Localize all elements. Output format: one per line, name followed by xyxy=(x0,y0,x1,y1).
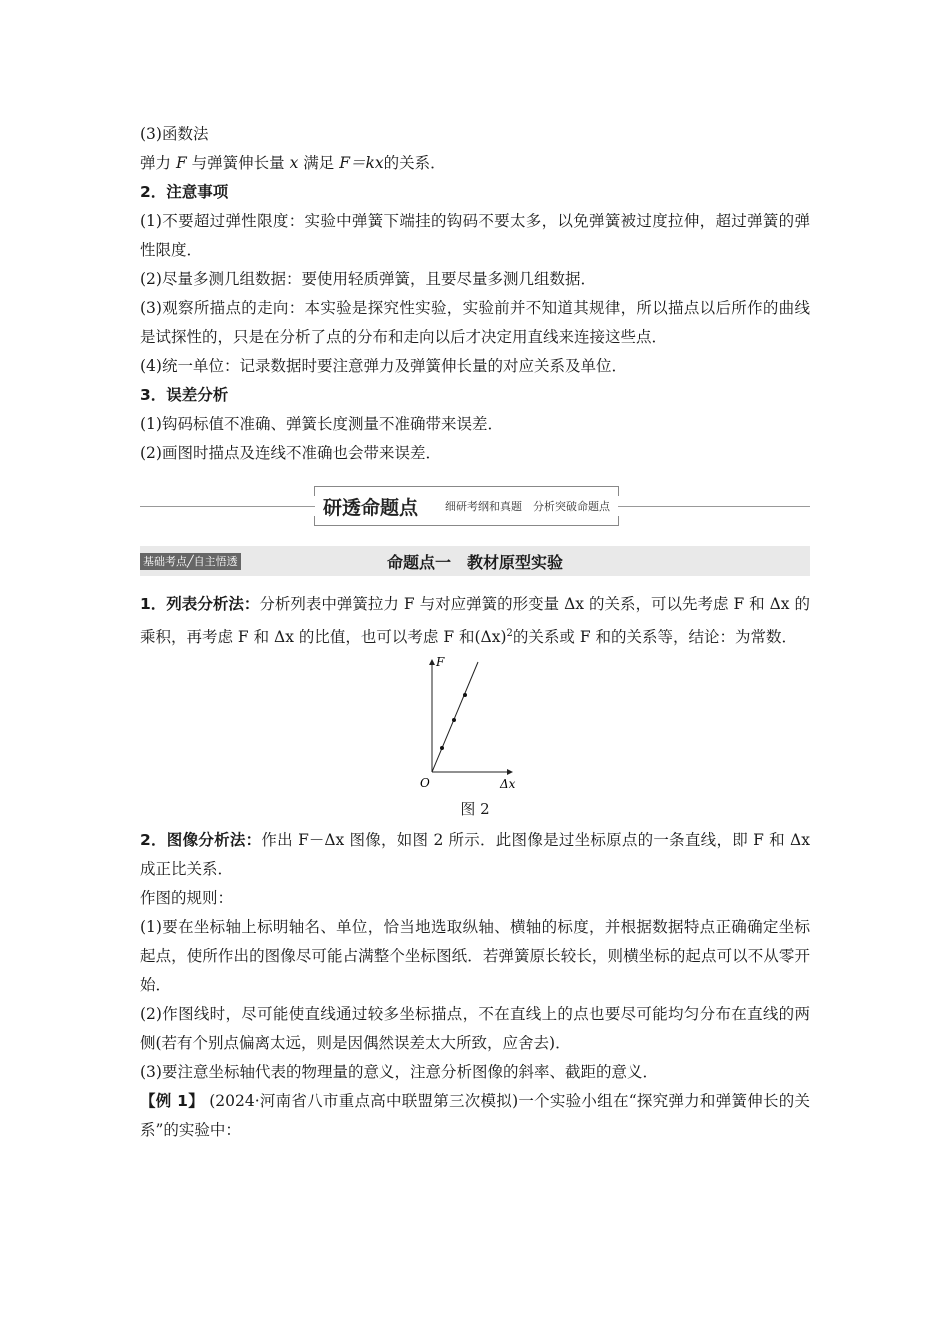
origin-label: O xyxy=(420,776,430,791)
errors-heading: 3．误差分析 xyxy=(140,386,229,404)
rules-item-1: (1)要在坐标轴上标明轴名、单位，恰当地选取纵轴、横轴的标度，并根据数据特点正确确定坐标起点，使所作出的图像尽可能占满整个坐标图纸．若弹簧原长较长，则横坐标的起点可以不从零开始． xyxy=(140,918,810,995)
banner-title: 研透命题点 xyxy=(323,497,419,519)
banner-subtitle: 细研考纲和真题 分析突破命题点 xyxy=(445,500,610,513)
rules-heading: 作图的规则： xyxy=(140,889,234,908)
rules-item-3: (3)要注意坐标轴代表的物理量的意义，注意分析图像的斜率、截距的意义． xyxy=(140,1063,658,1082)
errors-item-1: (1)钩码标值不准确、弹簧长度测量不准确带来误差． xyxy=(140,415,503,433)
notes-item-2: (2)尽量多测几组数据：要使用轻质弹簧，且要尽量多测几组数据． xyxy=(140,270,596,288)
topic-bar xyxy=(140,546,810,576)
method-3-heading: (3)函数法 xyxy=(140,125,209,143)
example-1: 【例 1】 (2024·河南省八市重点高中联盟第三次模拟)一个实验小组在“探究弹力和弹簧伸长的关系”的实验中： xyxy=(140,1092,810,1140)
notes-heading: 2．注意事项 xyxy=(140,183,229,201)
notes-item-4: (4)统一单位：记录数据时要注意弹力及弹簧伸长量的对应关系及单位． xyxy=(140,357,627,375)
method-graph-analysis: 2．图像分析法：作出 F－Δx 图像，如图 2 所示．此图像是过坐标原点的一条直线，即 F 和 Δx 成正比关系． xyxy=(140,831,810,879)
y-axis-label: F xyxy=(436,656,445,670)
data-point xyxy=(440,746,444,750)
method-3-text: 弹力 F 与弹簧伸长量 x 满足 F＝kx的关系． xyxy=(140,154,446,172)
data-point xyxy=(463,693,467,697)
banner-box xyxy=(315,486,618,526)
x-axis-label: Δx xyxy=(500,777,516,792)
topic-tag: 基础考点╱自主悟透 xyxy=(140,553,241,570)
notes-item-1: (1)不要超过弹性限度：实验中弹簧下端挂的钩码不要太多，以免弹簧被过度拉伸，超过弹簧的弹性限度． xyxy=(140,212,810,259)
data-point xyxy=(452,718,456,722)
page-content xyxy=(140,120,810,1145)
rules-item-2: (2)作图线时，尽可能使直线通过较多坐标描点，不在直线上的点也要尽可能均匀分布在直线的两侧(若有个别点偏离太远，则是因偶然误差太大所致，应舍去)． xyxy=(140,1005,810,1053)
errors-item-2: (2)画图时描点及连线不准确也会带来误差． xyxy=(140,444,441,462)
fit-line xyxy=(432,662,478,772)
method-table-analysis: 1．列表分析法：分析列表中弹簧拉力 F 与对应弹簧的形变量 Δx 的关系，可以先考虑 F 和 Δx 的乘积，再考虑 F 和 Δx 的比值，也可以考虑 F 和$(\Delta x)^2$的关系或 F 和的关系等，结论：为常数． xyxy=(140,595,810,647)
figure-2 xyxy=(140,656,810,796)
notes-item-3: (3)观察所描点的走向：本实验是探究性实验，实验前并不知道其规律，所以描点以后所作的曲线是试探性的，只是在分析了点的分布和走向以后才决定用直线来连接这些点． xyxy=(140,299,810,346)
topic-title: 命题点一 教材原型实验 xyxy=(386,553,563,572)
f-dx-graph xyxy=(418,656,528,796)
figure-caption: 图 2 xyxy=(460,800,490,819)
section-banner xyxy=(140,480,810,532)
